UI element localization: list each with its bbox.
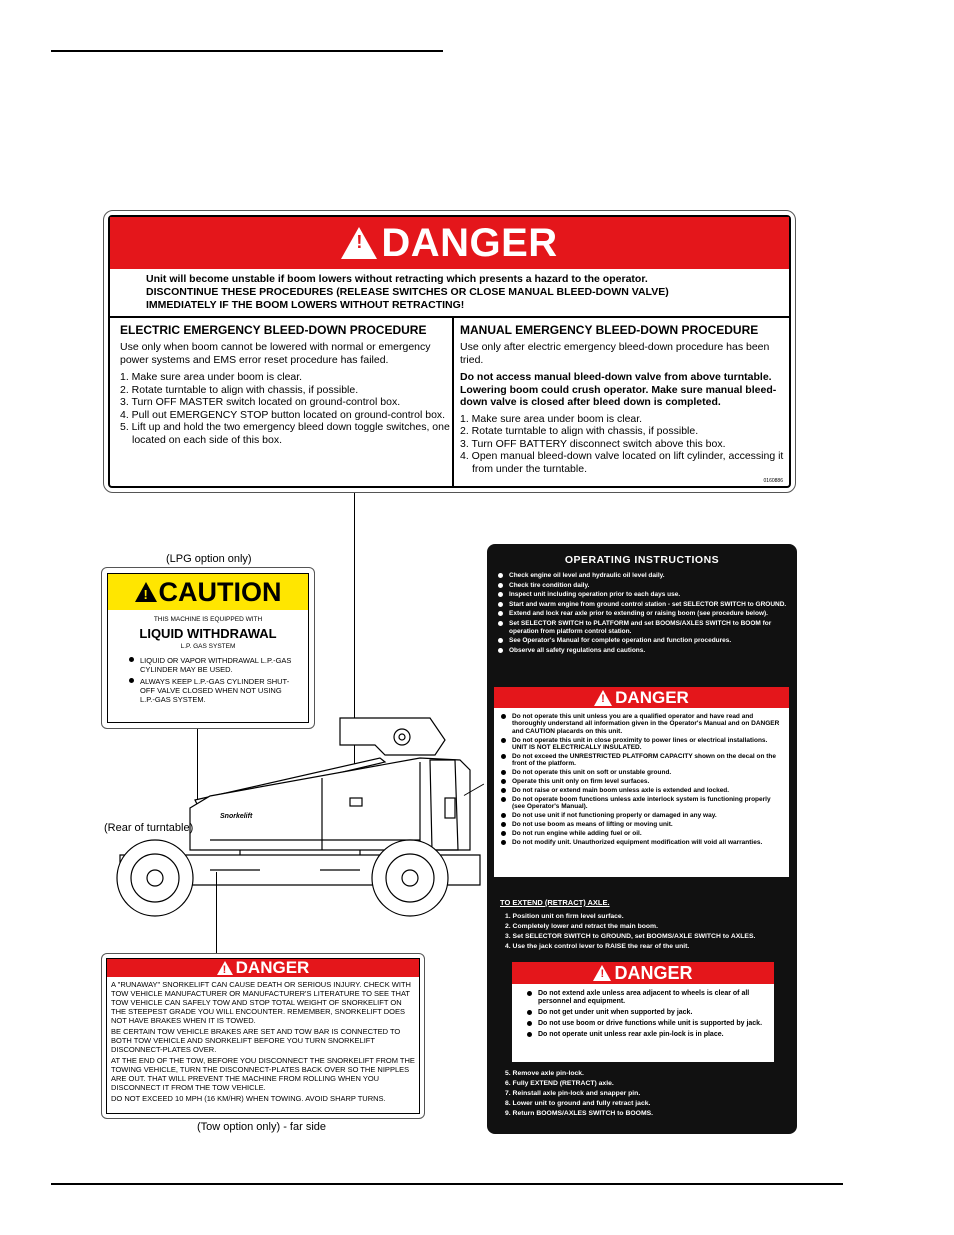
- electric-intro: Use only when boom cannot be lowered with normal or emergency power systems and EMS error reset procedure has failed.: [120, 341, 431, 366]
- manual-step: 2. Rotate turntable to align with chassis, if possible.: [460, 425, 699, 437]
- op-danger-item: Do not use boom as means of lifting or moving unit.: [498, 821, 783, 828]
- caution-triangle-icon: [135, 582, 157, 602]
- tow-para-2: BE CERTAIN TOW VEHICLE BRAKES ARE SET AND TOW BAR IS CONNECTED TO BOTH TOW VEHICLE AND SNORKELIFT BEFORE YOU TURN SNORKELIFT DISCONNECT-PLATES OVER.: [111, 1027, 401, 1054]
- divider: [110, 316, 789, 318]
- op-danger-item: Do not use unit if not functioning properly or damaged in any way.: [498, 812, 783, 819]
- caution-title: CAUTION: [158, 576, 282, 607]
- manual-step: 4. Open manual bleed-down valve located on lift cylinder, accessing it from under the turntable.: [460, 450, 784, 475]
- op-items: [495, 572, 787, 654]
- final-step: 9. Return BOOMS/AXLES SWITCH to BOOMS.: [505, 1110, 654, 1117]
- warning-triangle-icon: [341, 227, 377, 259]
- final-step: 8. Lower unit to ground and fully retract jack.: [505, 1100, 651, 1107]
- tow-para-4: DO NOT EXCEED 10 MPH (16 KM/HR) WHEN TOWING. AVOID SHARP TURNS.: [111, 1094, 386, 1103]
- manual-procedure: [460, 323, 790, 475]
- op-title: OPERATING INSTRUCTIONS: [564, 554, 720, 566]
- manual-warning: Do not access manual bleed-down valve from above turntable. Lowering boom could crush operator. Make sure manual bleed-down valve is closed after bleed down is completed.: [460, 371, 777, 408]
- inner-danger-triangle-icon: [593, 965, 611, 981]
- op-item: Set SELECTOR SWITCH to PLATFORM and set BOOMS/AXLES SWITCH to BOOM for operation from platform control station.: [495, 620, 787, 635]
- electric-step: 1. Make sure area under boom is clear.: [120, 371, 303, 383]
- op-danger-item: Do not operate this unit in close proximity to power lines or electrical installations. UNIT IS NOT ELECTRICALLY INSULATED.: [498, 737, 783, 752]
- electric-step: 2. Rotate turntable to align with chassis, if possible.: [120, 383, 359, 396]
- final-step: 5. Remove axle pin-lock.: [505, 1070, 584, 1077]
- manual-step: 1. Make sure area under boom is clear.: [460, 412, 643, 425]
- warning-line-1: Unit will become unstable if boom lowers without retracting which presents a hazard to the operator.: [146, 273, 648, 285]
- op-item: Inspect unit including operation prior to each days use.: [495, 591, 787, 599]
- op-danger-title: DANGER: [615, 687, 689, 707]
- part-number: 0160886: [763, 478, 783, 484]
- op-danger-item: Do not exceed the UNRESTRICTED PLATFORM CAPACITY shown on the decal on the front of the platform.: [498, 753, 783, 768]
- op-item: Observe all safety regulations and cautions.: [495, 647, 787, 655]
- final-step: 6. Fully EXTEND (RETRACT) axle.: [505, 1080, 614, 1087]
- caution-headline: LIQUID WITHDRAWAL: [139, 626, 277, 641]
- warning-line-3: IMMEDIATELY IF THE BOOM LOWERS WITHOUT RETRACTING!: [146, 299, 465, 311]
- manual-intro: Use only after electric emergency bleed-down procedure has been tried.: [460, 341, 770, 366]
- electric-steps: [120, 371, 450, 446]
- rear-turntable-label: (Rear of turntable): [104, 822, 194, 834]
- inner-danger-panel: [512, 962, 774, 1062]
- caution-bullet: LIQUID OR VAPOR WITHDRAWAL L.P.-GAS CYLINDER MAY BE USED.: [126, 656, 296, 674]
- electric-procedure: [120, 323, 450, 446]
- inner-danger-items: [524, 990, 766, 1039]
- caution-bullet: ALWAYS KEEP L.P.-GAS CYLINDER SHUT-OFF VALVE CLOSED WHEN NOT USING L.P.-GAS SYSTEM.: [126, 677, 296, 704]
- tow-danger-title: DANGER: [235, 958, 310, 977]
- op-danger-item: Do not operate this unit on soft or unstable ground.: [498, 769, 783, 776]
- final-step: 7. Reinstall axle pin-lock and snapper pin.: [505, 1090, 641, 1097]
- leader-line-tow: [216, 872, 217, 953]
- inner-danger-item: Do not get under unit when supported by jack.: [524, 1009, 766, 1017]
- operating-instructions-decal: [487, 544, 797, 1134]
- op-item: See Operator's Manual for complete operation and function procedures.: [495, 637, 787, 645]
- extend-heading: TO EXTEND (RETRACT) AXLE.: [500, 898, 610, 907]
- manual-heading: MANUAL EMERGENCY BLEED-DOWN PROCEDURE: [460, 323, 759, 337]
- electric-step: 5. Lift up and hold the two emergency bleed down toggle switches, one located on each side of this box.: [120, 421, 450, 446]
- op-danger-header: [494, 687, 789, 708]
- tow-caption: (Tow option only) - far side: [197, 1121, 326, 1133]
- extend-step: 4. Use the jack control lever to RAISE the rear of the unit.: [505, 943, 690, 950]
- electric-heading: ELECTRIC EMERGENCY BLEED-DOWN PROCEDURE: [120, 323, 427, 337]
- inner-danger-title: DANGER: [614, 962, 693, 983]
- inner-danger-item: Do not use boom or drive functions while unit is supported by jack.: [524, 1020, 766, 1028]
- machine-brand: Snorkelift: [220, 813, 253, 820]
- machine-illustration: [100, 700, 490, 930]
- extend-step: 3. Set SELECTOR SWITCH to GROUND, set BOOMS/AXLE SWITCH to AXLES.: [505, 933, 756, 940]
- op-danger-panel: [494, 687, 789, 877]
- op-item: Extend and lock rear axle prior to extending or raising boom (see procedure below).: [495, 610, 787, 618]
- header-rule: [51, 50, 443, 52]
- caution-header: [108, 574, 308, 610]
- op-danger-item: Do not modify unit. Unauthorized equipment modification will void all warranties.: [498, 839, 783, 846]
- inner-danger-item: Do not extend axle unless area adjacent to wheels is clear of all personnel and equipment.: [524, 990, 766, 1006]
- tow-para-3: AT THE END OF THE TOW, BEFORE YOU DISCONNECT THE SNORKELIFT FROM THE TOWING VEHICLE, TURN THE DISCONNECT-PLATES BACK OVER SO THE NIPPLES ARE OUT. THAT WILL PREVENT THE MACHINE FROM ROLLING WHEN YOU DISCONNECT IT FROM THE TOW VEHICLE.: [111, 1056, 415, 1092]
- warning-line-2: DISCONTINUE THESE PROCEDURES (RELEASE SWITCHES OR CLOSE MANUAL BLEED-DOWN VALVE): [146, 286, 669, 298]
- caution-line-2: L.P. GAS SYSTEM: [180, 643, 236, 650]
- inner-danger-item: Do not operate unit unless rear axle pin-lock is in place.: [524, 1031, 766, 1039]
- extend-step: 2. Completely lower and retract the main boom.: [505, 923, 658, 930]
- emergency-bleed-down-decal: [103, 210, 796, 493]
- op-danger-item: Operate this unit only on firm level surfaces.: [498, 778, 783, 785]
- footer-rule: [51, 1183, 843, 1185]
- op-danger-items: [498, 713, 783, 847]
- caution-bullets: [126, 656, 296, 704]
- op-danger-item: Do not operate boom functions unless axle interlock system is functioning properly (see Operator's Manual).: [498, 796, 783, 811]
- inner-danger-header: [512, 962, 774, 984]
- op-danger-item: Do not operate this unit unless you are a qualified operator and have read and thoroughly understand all information given in the Operator's Manual and on DANGER and CAUTION placards on this unit.: [498, 713, 783, 735]
- caution-line-1: THIS MACHINE IS EQUIPPED WITH: [153, 616, 263, 623]
- op-danger-triangle-icon: [594, 690, 612, 706]
- op-item: Start and warm engine from ground control station - set SELECTOR SWITCH to GROUND.: [495, 601, 787, 609]
- danger-header: [110, 217, 789, 269]
- electric-step: 3. Turn OFF MASTER switch located on ground-control box.: [120, 396, 401, 408]
- danger-title: DANGER: [381, 220, 558, 265]
- tow-danger-header: [107, 959, 419, 977]
- manual-step: 3. Turn OFF BATTERY disconnect switch above this box.: [460, 437, 726, 450]
- final-steps: [505, 1069, 790, 1119]
- warning-text: [110, 269, 789, 312]
- op-danger-item: Do not raise or extend main boom unless axle is extended and locked.: [498, 787, 783, 794]
- op-danger-item: Do not run engine while adding fuel or oil.: [498, 830, 783, 837]
- tow-danger-decal: [101, 953, 425, 1119]
- op-item: Check tire condition daily.: [495, 582, 787, 590]
- extend-steps: [505, 912, 790, 952]
- electric-step: 4. Pull out EMERGENCY STOP button located on ground-control box.: [120, 408, 446, 421]
- column-divider: [452, 316, 454, 486]
- op-item: Check engine oil level and hydraulic oil level daily.: [495, 572, 787, 580]
- lpg-caption: (LPG option only): [166, 553, 252, 565]
- tow-danger-triangle-icon: [217, 961, 233, 975]
- extend-step: 1. Position unit on firm level surface.: [505, 913, 624, 920]
- manual-steps: [460, 413, 790, 476]
- tow-para-1: A "RUNAWAY" SNORKELIFT CAN CAUSE DEATH OR SERIOUS INJURY. CHECK WITH TOW VEHICLE MANUFACTURER OR MANUFACTURER'S LITERATURE TO SEE THAT TOW VEHICLE CAN SAFELY TOW AND STOP TOTAL WEIGHT OF SNORKELIFT ON THE STEEPEST GRADE YOU WILL ENCOUNTER. REMEMBER, SNORKELIFT DOES NOT HAVE BRAKES WHEN IT IS TOWED.: [111, 980, 411, 1025]
